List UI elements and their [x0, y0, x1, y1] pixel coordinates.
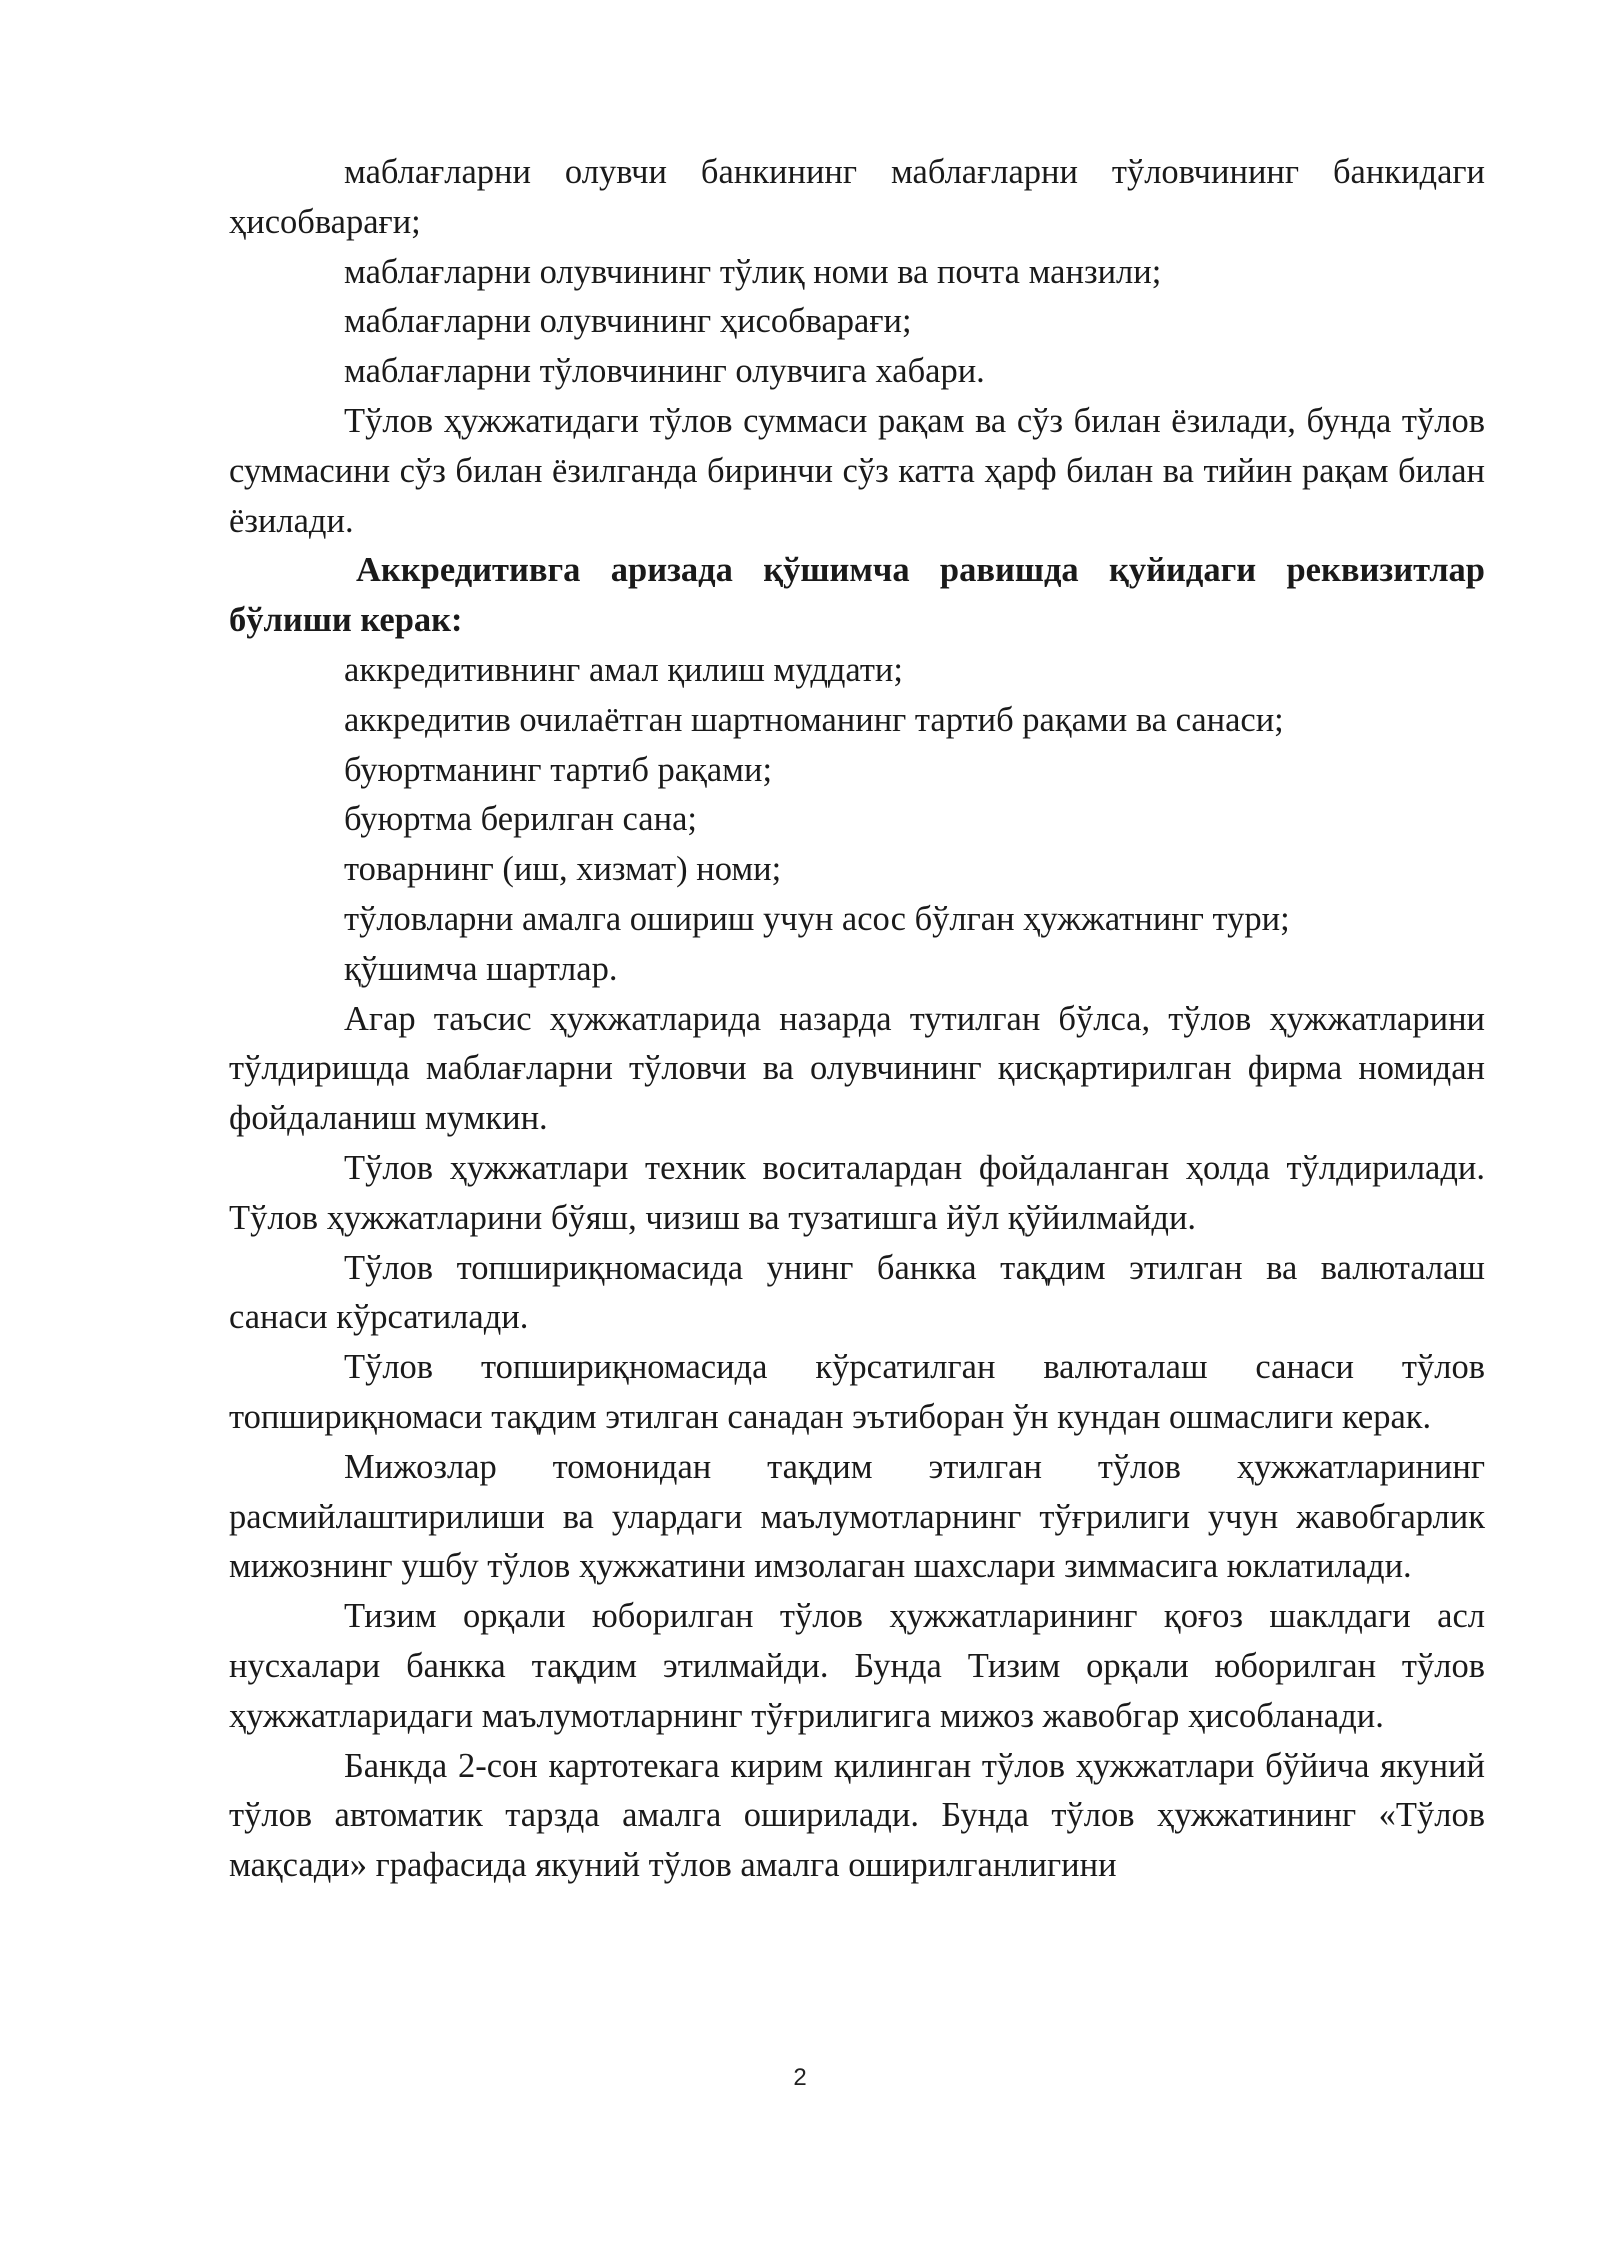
section-heading: Аккредитивга аризада қўшимча равишда қуйидаги реквизитлар бўлиши керак: [229, 551, 1485, 640]
list-item: маблағларни олувчининг ҳисобварағи; [344, 302, 912, 341]
paragraph: Агар таъсис ҳужжатларида назарда тутилган бўлса, тўлов ҳужжатларини тўлдиришда маблағларни тўловчи ва олувчининг қисқартирилган фирма номидан фойдаланиш мумкин. [229, 999, 1485, 1138]
paragraph: маблағларни олувчи банкининг маблағларни тўловчининг банкидаги ҳисобварағи; [229, 153, 1485, 241]
list-item: маблағларни олувчининг тўлиқ номи ва почта манзили; [344, 252, 1162, 291]
list-item: аккредитив очилаётган шартноманинг тартиб рақами ва санаси; [344, 700, 1284, 739]
list-item: аккредитивнинг амал қилиш муддати; [344, 650, 903, 689]
document-page [229, 148, 1485, 1891]
list-item: буюртма берилган сана; [344, 800, 697, 839]
paragraph: Мижозлар томонидан тақдим этилган тўлов ҳужжатларининг расмийлаштирилиши ва улардаги маълумотларнинг тўғрилиги учун жавобгарлик мижознинг ушбу тўлов ҳужжатини имзолаган шахслари зиммасига юклатилади. [229, 1447, 1485, 1586]
list-item: буюртманинг тартиб рақами; [344, 750, 773, 789]
page-number: 2 [793, 2064, 807, 2091]
paragraph: Тўлов ҳужжатидаги тўлов суммаси рақам ва сўз билан ёзилади, бунда тўлов суммасини сўз билан ёзилганда биринчи сўз катта ҳарф билан ва тийин рақам билан ёзилади. [229, 401, 1485, 540]
paragraph: Тизим орқали юборилган тўлов ҳужжатларининг қоғоз шаклдаги асл нусхалари банкка тақдим этилмайди. Бунда Тизим орқали юборилган тўлов ҳужжатларидаги маълумотларнинг тўғрилигига мижоз жавобгар ҳисобланади. [229, 1597, 1485, 1735]
list-item: тўловларни амалга ошириш учун асос бўлган ҳужжатнинг тури; [344, 899, 1290, 938]
paragraph: Тўлов топшириқномасида кўрсатилган валюталаш санаси тўлов топшириқномаси тақдим этилган санадан эътиборан ўн кундан ошмаслиги керак. [229, 1348, 1485, 1436]
paragraph: Банкда 2-сон картотекага кирим қилинган тўлов ҳужжатлари бўйича якуний тўлов автоматик тарзда амалга оширилади. Бунда тўлов ҳужжатининг «Тўлов мақсади» графасида якуний тўлов амалга оширилганлигини [229, 1746, 1485, 1885]
paragraph: Тўлов ҳужжатлари техник воситалардан фойдаланган ҳолда тўлдирилади. Тўлов ҳужжатларини бўяш, чизиш ва тузатишга йўл қўйилмайди. [229, 1148, 1485, 1237]
list-item: маблағларни тўловчининг олувчига хабари. [344, 352, 985, 391]
list-item: товарнинг (иш, хизмат) номи; [344, 850, 782, 889]
paragraph: Тўлов топшириқномасида унинг банкка тақдим этилган ва валюталаш санаси кўрсатилади. [229, 1248, 1485, 1337]
list-item: қўшимча шартлар. [344, 949, 618, 988]
